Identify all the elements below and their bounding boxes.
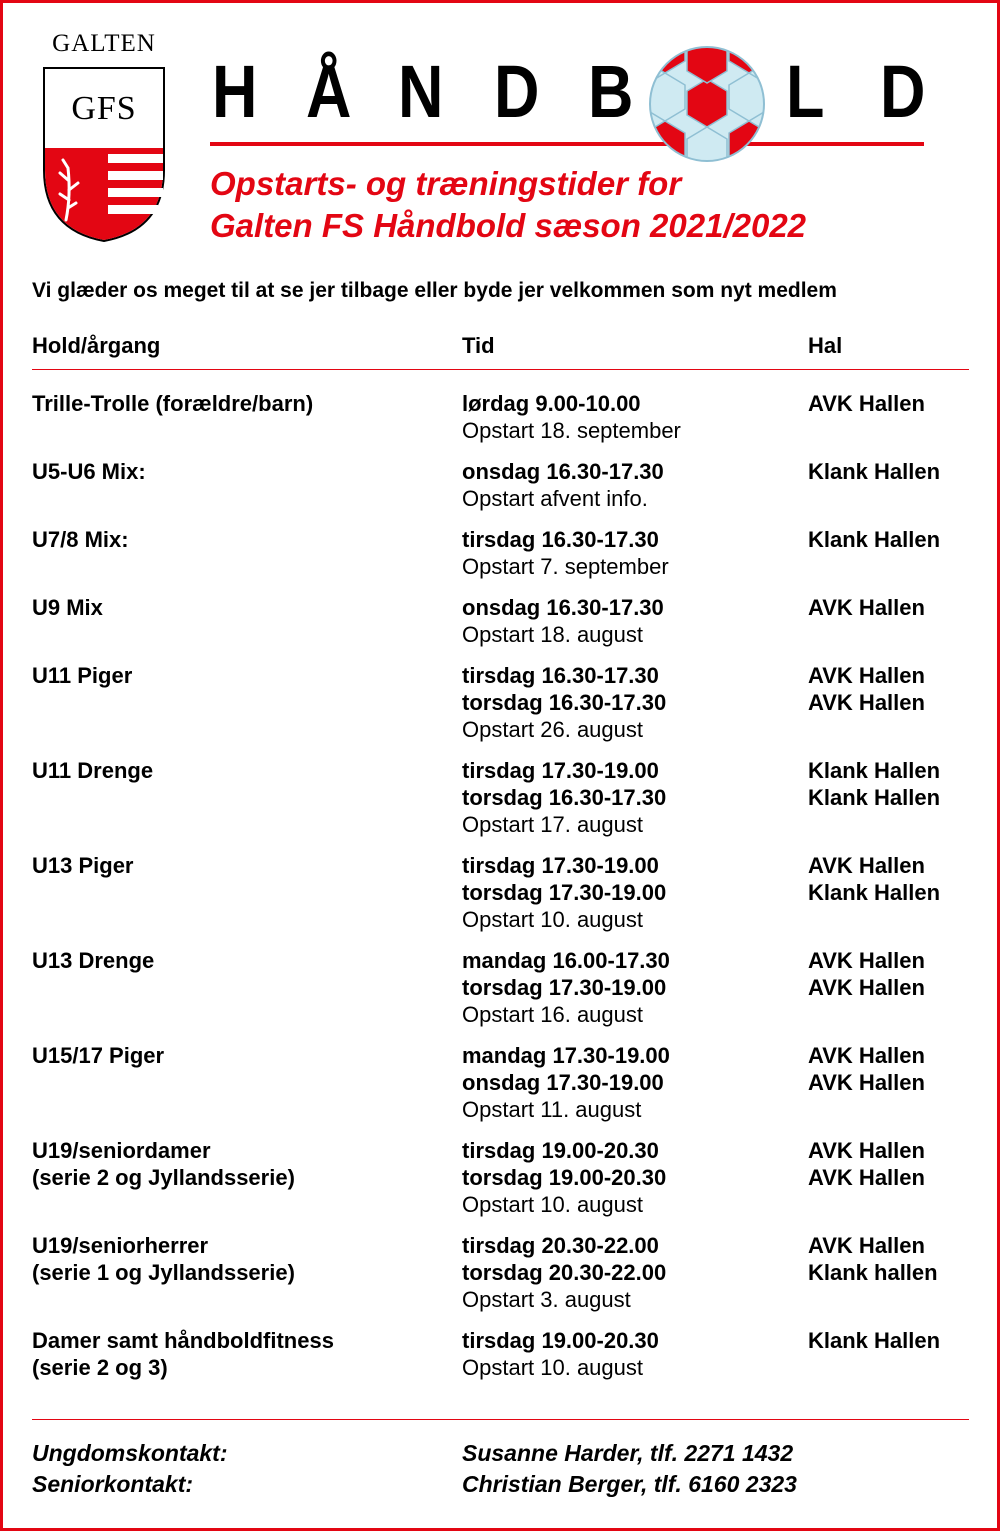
- time-cell: [462, 852, 792, 933]
- time-cell: [462, 458, 792, 512]
- schedule-list: [0, 390, 1000, 1395]
- hall-cell: [808, 757, 988, 811]
- crest-shield-icon: [38, 30, 170, 245]
- start-date: Opstart 18. september: [462, 418, 681, 443]
- training-time: tirsdag 19.00-20.30: [462, 1138, 659, 1163]
- team-cell: [32, 594, 452, 621]
- team-cell: [32, 852, 452, 879]
- hall-name: Klank Hallen: [808, 1328, 941, 1353]
- header-team: Hold/årgang: [32, 333, 161, 358]
- contact-value: Christian Berger, tlf. 6160 2323: [462, 1471, 797, 1497]
- handball-icon: [648, 45, 766, 163]
- contact-row: [0, 1471, 1000, 1502]
- time-cell: [462, 1327, 792, 1381]
- training-time: tirsdag 17.30-19.00: [462, 758, 659, 783]
- hall-cell: [808, 1137, 988, 1191]
- club-crest: [38, 30, 170, 245]
- team-note: (serie 2 og Jyllandsserie): [32, 1165, 295, 1190]
- time-cell: [462, 1137, 792, 1218]
- start-date: Opstart 10. august: [462, 1355, 643, 1380]
- intro-text: Vi glæder os meget til at se jer tilbage eller byde jer velkommen som nyt medlem: [32, 279, 837, 302]
- start-date: Opstart 17. august: [462, 812, 643, 837]
- hall-name: Klank Hallen: [808, 527, 941, 552]
- title-underline: [210, 142, 924, 146]
- contact-row: [0, 1440, 1000, 1471]
- schedule-row: [0, 852, 1000, 947]
- time-cell: [462, 390, 792, 444]
- team-name: U11 Drenge: [32, 758, 154, 783]
- hall-cell: [808, 1042, 988, 1096]
- hall-name: AVK Hallen: [808, 663, 925, 688]
- title-letter: L: [786, 50, 825, 133]
- team-cell: [32, 1232, 452, 1286]
- time-cell: [462, 662, 792, 743]
- team-note: (serie 1 og Jyllandsserie): [32, 1260, 295, 1285]
- hall-cell: [808, 852, 988, 906]
- team-name: U15/17 Piger: [32, 1043, 165, 1068]
- team-cell: [32, 1137, 452, 1191]
- title-letter: Å: [306, 50, 352, 133]
- time-cell: [462, 757, 792, 838]
- team-cell: [32, 458, 452, 485]
- training-time: mandag 16.00-17.30: [462, 948, 670, 973]
- start-date: Opstart 3. august: [462, 1287, 631, 1312]
- crest-initials: GFS: [71, 90, 137, 127]
- schedule-row: [0, 662, 1000, 757]
- team-name: U7/8 Mix:: [32, 527, 129, 552]
- hall-name: AVK Hallen: [808, 1138, 925, 1163]
- header-time: Tid: [462, 333, 495, 358]
- start-date: Opstart 18. august: [462, 622, 643, 647]
- hall-name: AVK Hallen: [808, 853, 925, 878]
- schedule-row: [0, 1232, 1000, 1327]
- hall-cell: [808, 662, 988, 716]
- hall-cell: [808, 947, 988, 1001]
- hall-name: Klank Hallen: [808, 785, 941, 810]
- training-time: onsdag 16.30-17.30: [462, 595, 664, 620]
- training-time: torsdag 17.30-19.00: [462, 880, 667, 905]
- time-cell: [462, 1042, 792, 1123]
- hall-cell: [808, 1327, 988, 1354]
- team-cell: [32, 1042, 452, 1069]
- schedule-row: [0, 390, 1000, 458]
- team-name: U13 Piger: [32, 853, 134, 878]
- time-cell: [462, 947, 792, 1028]
- training-time: tirsdag 19.00-20.30: [462, 1328, 659, 1353]
- training-time: tirsdag 17.30-19.00: [462, 853, 659, 878]
- time-cell: [462, 1232, 792, 1313]
- subtitle: [210, 163, 970, 247]
- crest-name: GALTEN: [52, 30, 156, 57]
- training-time: torsdag 19.00-20.30: [462, 1165, 667, 1190]
- title-letter: N: [398, 50, 444, 133]
- contact-label: Seniorkontakt:: [32, 1471, 194, 1497]
- hall-name: Klank Hallen: [808, 758, 941, 783]
- team-name: U19/seniordamer: [32, 1138, 211, 1163]
- hall-name: AVK Hallen: [808, 391, 925, 416]
- start-date: Opstart 7. september: [462, 554, 669, 579]
- contact-value: Susanne Harder, tlf. 2271 1432: [462, 1440, 794, 1466]
- hall-cell: [808, 594, 988, 621]
- time-cell: [462, 526, 792, 580]
- training-time: tirsdag 20.30-22.00: [462, 1233, 659, 1258]
- training-time: mandag 17.30-19.00: [462, 1043, 670, 1068]
- team-cell: [32, 662, 452, 689]
- hall-name: AVK Hallen: [808, 975, 925, 1000]
- schedule-row: [0, 458, 1000, 526]
- start-date: Opstart 10. august: [462, 907, 643, 932]
- team-cell: [32, 757, 452, 784]
- hall-name: AVK Hallen: [808, 948, 925, 973]
- team-name: U19/seniorherrer: [32, 1233, 209, 1258]
- team-name: U11 Piger: [32, 663, 133, 688]
- start-date: Opstart 10. august: [462, 1192, 643, 1217]
- contact-label: Ungdomskontakt:: [32, 1440, 228, 1466]
- hall-name: AVK Hallen: [808, 1043, 925, 1068]
- title-letter: B: [588, 50, 634, 133]
- team-name: U13 Drenge: [32, 948, 155, 973]
- title-letter: D: [880, 50, 926, 133]
- subtitle-line: Galten FS Håndbold sæson 2021/2022: [210, 207, 807, 244]
- training-time: torsdag 17.30-19.00: [462, 975, 667, 1000]
- start-date: Opstart 11. august: [462, 1097, 642, 1122]
- time-cell: [462, 594, 792, 648]
- schedule-row: [0, 947, 1000, 1042]
- team-cell: [32, 947, 452, 974]
- title-letter: H: [212, 50, 258, 133]
- hall-name: AVK Hallen: [808, 1165, 925, 1190]
- subtitle-line: Opstarts- og træningstider for: [210, 165, 682, 202]
- training-time: lørdag 9.00-10.00: [462, 391, 641, 416]
- team-name: U5-U6 Mix:: [32, 459, 146, 484]
- hall-name: AVK Hallen: [808, 595, 925, 620]
- hall-name: AVK Hallen: [808, 690, 925, 715]
- schedule-row: [0, 1327, 1000, 1395]
- training-time: onsdag 17.30-19.00: [462, 1070, 664, 1095]
- hall-cell: [808, 458, 988, 485]
- team-cell: [32, 526, 452, 553]
- footer-divider: [32, 1419, 969, 1420]
- contacts: [0, 1440, 1000, 1502]
- team-name: U9 Mix: [32, 595, 103, 620]
- team-cell: [32, 1327, 452, 1381]
- schedule-row: [0, 594, 1000, 662]
- page-title: [212, 52, 932, 132]
- team-note: (serie 2 og 3): [32, 1355, 168, 1380]
- hall-cell: [808, 390, 988, 417]
- training-time: torsdag 16.30-17.30: [462, 785, 667, 810]
- training-time: tirsdag 16.30-17.30: [462, 527, 659, 552]
- header-hall: Hal: [808, 333, 843, 358]
- hall-name: AVK Hallen: [808, 1233, 925, 1258]
- start-date: Opstart afvent info.: [462, 486, 648, 511]
- hall-name: Klank Hallen: [808, 459, 941, 484]
- team-name: Trille-Trolle (forældre/barn): [32, 391, 314, 416]
- hall-cell: [808, 1232, 988, 1286]
- hall-name: Klank Hallen: [808, 880, 941, 905]
- header-divider: [32, 369, 969, 370]
- schedule-row: [0, 526, 1000, 594]
- team-cell: [32, 390, 452, 417]
- start-date: Opstart 26. august: [462, 717, 643, 742]
- hall-name: Klank hallen: [808, 1260, 938, 1285]
- schedule-row: [0, 757, 1000, 852]
- schedule-row: [0, 1137, 1000, 1232]
- start-date: Opstart 16. august: [462, 1002, 643, 1027]
- training-time: tirsdag 16.30-17.30: [462, 663, 659, 688]
- hall-cell: [808, 526, 988, 553]
- title-letter: D: [494, 50, 540, 133]
- training-time: onsdag 16.30-17.30: [462, 459, 664, 484]
- schedule-row: [0, 1042, 1000, 1137]
- team-name: Damer samt håndboldfitness: [32, 1328, 334, 1353]
- hall-name: AVK Hallen: [808, 1070, 925, 1095]
- training-time: torsdag 16.30-17.30: [462, 690, 667, 715]
- training-time: torsdag 20.30-22.00: [462, 1260, 667, 1285]
